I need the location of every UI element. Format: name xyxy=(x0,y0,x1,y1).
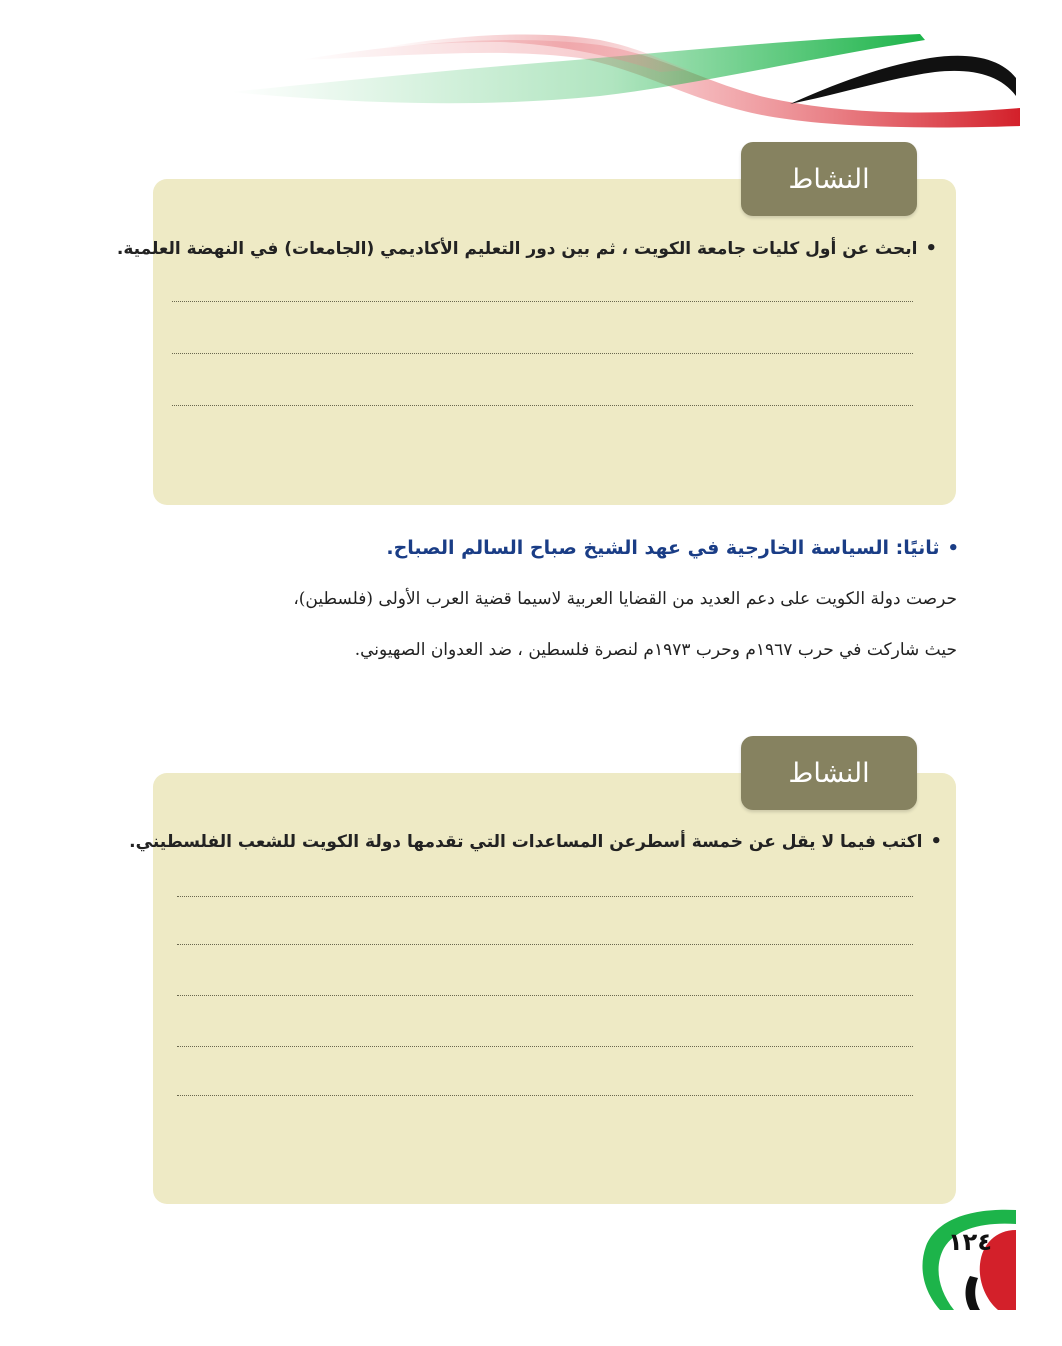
activity-prompt-2 xyxy=(129,831,942,852)
activity-tab-1: النشاط xyxy=(741,142,917,216)
answer-line[interactable] xyxy=(172,405,913,406)
answer-line[interactable] xyxy=(177,1046,913,1047)
page-number: ١٢٤ xyxy=(948,1228,992,1256)
flag-wave-decoration xyxy=(0,0,1062,140)
answer-line[interactable] xyxy=(172,353,913,354)
answer-line[interactable] xyxy=(177,995,913,996)
bullet-icon: • xyxy=(930,831,942,852)
activity-prompt-1-text: ابحث عن أول كليات جامعة الكويت ، ثم بين دور التعليم الأكاديمي (الجامعات) في النهضة العلمية. xyxy=(116,239,918,259)
activity-tab-2: النشاط xyxy=(741,736,917,810)
answer-line[interactable] xyxy=(172,301,913,302)
activity-prompt-1 xyxy=(117,238,937,259)
paragraph-line-2: حيث شاركت في حرب ١٩٦٧م وحرب ١٩٧٣م لنصرة فلسطين ، ضد العدوان الصهيوني. xyxy=(354,640,957,660)
bullet-icon: • xyxy=(925,238,937,259)
bullet-icon: • xyxy=(947,538,959,559)
answer-line[interactable] xyxy=(177,896,913,897)
activity-prompt-2-text: اكتب فيما لا يقل عن خمسة أسطرعن المساعدات التي تقدمها دولة الكويت للشعب الفلسطيني. xyxy=(129,832,923,852)
section-heading-text: ثانيًا: السياسة الخارجية في عهد الشيخ صباح السالم الصباح. xyxy=(386,537,940,559)
activity-box-1 xyxy=(153,179,956,505)
answer-line[interactable] xyxy=(177,944,913,945)
paragraph-line-1: حرصت دولة الكويت على دعم العديد من القضايا العربية لاسيما قضية العرب الأولى (فلسطين)، xyxy=(293,589,957,609)
page-number-badge-icon xyxy=(918,1206,1018,1312)
section-heading xyxy=(386,537,959,559)
answer-line[interactable] xyxy=(177,1095,913,1096)
